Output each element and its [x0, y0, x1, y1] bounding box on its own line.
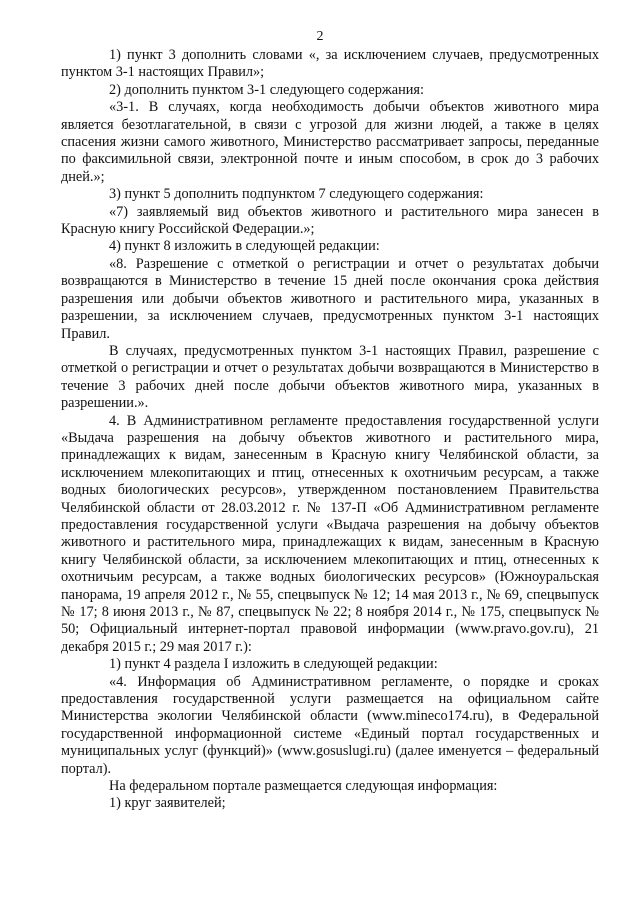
paragraph: 4) пункт 8 изложить в следующей редакции: [109, 238, 380, 255]
paragraph: 4. В Административном регламенте предоставления государственной услуги «Выдача разрешения на добычу объектов животного и растительного мира, принадлежащих к видам, занесенным в Красную книгу Челябинской области, за исключением млекопитающих и птиц, отнесенных к охотничьим ресурсам, а также водных биологических ресурсов», утвержденном постановлением Правительства Челябинской области от 28.03.2012 г. № 137-П «Об Административном регламенте предоставления государственной услуги «Выдача разрешения на добычу объектов животного и растительного мира, принадлежащих к видам, занесенным в Красную книгу Челябинской области, за исключением млекопитающих и птиц, отнесенных к охотничьим ресурсам, а также водных биологических ресурсов» (Южноуральская панорама, 19 апреля 2012 г., № 55, спецвыпуск № 12; 14 мая 2013 г., № 69, спецвыпуск № 17; 8 июня 2013 г., № 87, спецвыпуск № 22; 8 ноября 2014 г., № 175, спецвыпуск № 50; Официальный интернет-портал правовой информации (www.pravo.gov.ru), 21 декабря 2015 г.; 29 мая 2017 г.): [61, 412, 599, 655]
paragraph: 1) круг заявителей; [109, 795, 226, 812]
paragraph: «4. Информация об Административном регламенте, о порядке и сроках предоставления государственной услуги размещается на официальном сайте Министерства экологии Челябинской области (www.mineco174.ru), в Федеральной государственной информационной системе «Единый портал государственных и муниципальных услуг (функций)» (www.gosuslugi.ru) (далее именуется – федеральный портал). [61, 673, 599, 777]
paragraph: 1) пункт 3 дополнить словами «, за исключением случаев, предусмотренных пунктом 3-1 настоящих Правил»; [61, 47, 599, 81]
paragraph: 1) пункт 4 раздела I изложить в следующей редакции: [109, 656, 438, 673]
paragraph: «3-1. В случаях, когда необходимость добычи объектов животного мира является безотлагательной, в связи с угрозой для жизни людей, а также в целях спасения жизни самого животного, Министерство рассматривает запросы, переданные по факсимильной связи, электронной почте и иным способом, в срок до 3 рабочих дней.»; [61, 99, 599, 185]
paragraph: «8. Разрешение с отметкой о регистрации и отчет о результатах добычи возвращаются в Министерство в течение 15 дней после окончания срока действия разрешения или добычи объектов животного и растительного мира, указанных в разрешении, за исключением случаев, предусмотренных пунктом 3-1 настоящих Правил. [61, 255, 599, 342]
paragraph: На федеральном портале размещается следующая информация: [109, 778, 498, 795]
document-body [61, 47, 599, 813]
paragraph: 3) пункт 5 дополнить подпунктом 7 следующего содержания: [109, 186, 484, 203]
paragraph: В случаях, предусмотренных пунктом 3-1 настоящих Правил, разрешение с отметкой о регистрации и отчет о результатах добычи возвращаются в Министерство в течение 3 рабочих дней после добычи объектов животного мира, указанных в разрешении.». [61, 342, 599, 412]
paragraph: 2) дополнить пунктом 3-1 следующего содержания: [109, 81, 424, 98]
paragraph: «7) заявляемый вид объектов животного и растительного мира занесен в Красную книгу Российской Федерации.»; [61, 203, 599, 238]
page-number: 2 [316, 29, 324, 44]
